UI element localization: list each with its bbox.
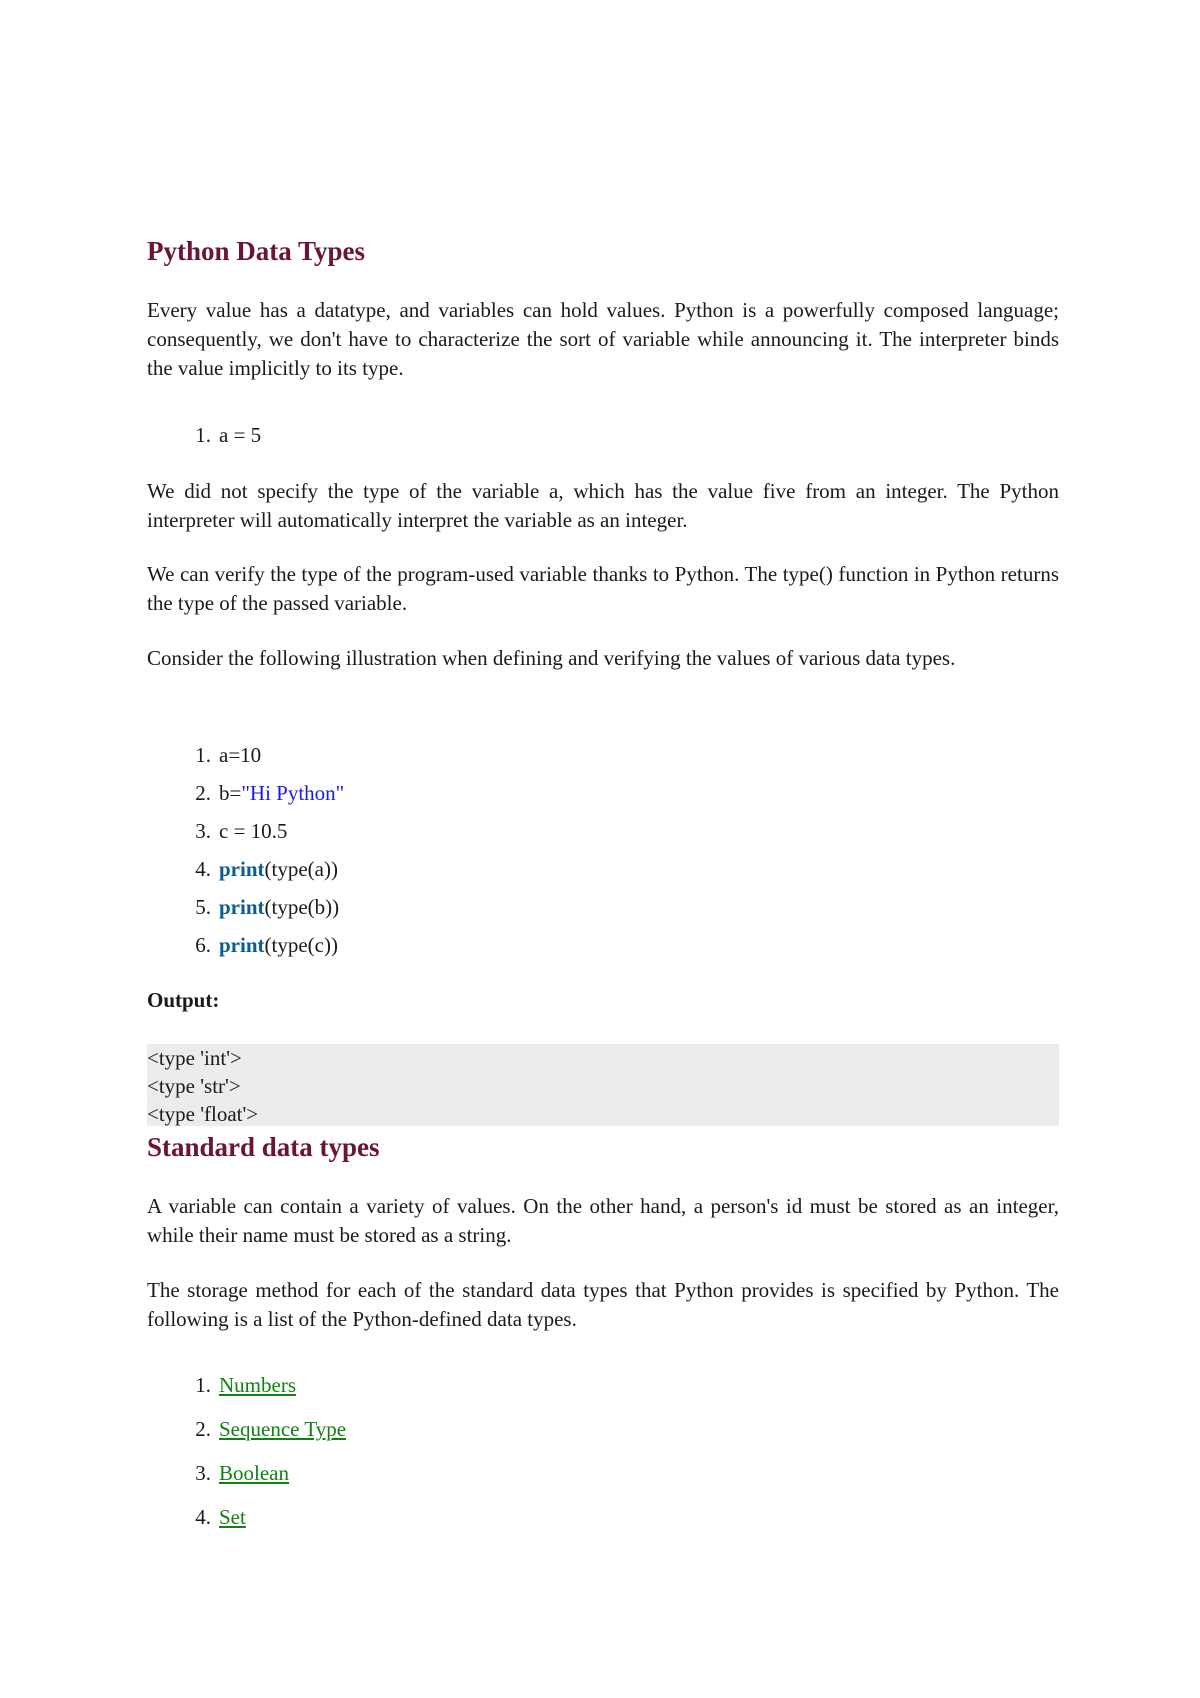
code-text	[219, 778, 344, 808]
line-number: 1.	[195, 423, 211, 447]
code-text: a = 5	[219, 423, 262, 447]
line-number: 3.	[195, 819, 211, 843]
code-args: (type(b))	[264, 895, 340, 919]
code-text	[219, 854, 338, 884]
code-keyword: print	[219, 857, 265, 881]
code-text: a=10	[219, 743, 262, 767]
output-line: <type 'float'>	[147, 1102, 259, 1126]
line-number: 2.	[195, 781, 211, 805]
code-text	[219, 930, 338, 960]
link-boolean[interactable]: Boolean	[219, 1461, 289, 1485]
section2-paragraph-1: A variable can contain a variety of values. On the other hand, a person's id must be stored as an integer, while their name must be stored as a string.	[147, 1194, 1059, 1247]
output-block	[147, 1044, 1059, 1126]
code-text: c = 10.5	[219, 819, 288, 843]
list-number: 3.	[195, 1461, 211, 1485]
section-title-standard-data-types: Standard data types	[147, 1132, 380, 1162]
code-keyword: print	[219, 895, 265, 919]
paragraph-after-example-1: We did not specify the type of the variable a, which has the value five from an integer. The Python interpreter will automatically interpret the variable as an integer.	[147, 479, 1059, 532]
output-line: <type 'str'>	[147, 1074, 241, 1098]
line-number: 4.	[195, 857, 211, 881]
line-number: 1.	[195, 743, 211, 767]
link-set[interactable]: Set	[219, 1505, 246, 1529]
link-sequence-type[interactable]: Sequence Type	[219, 1417, 347, 1441]
line-number: 5.	[195, 895, 211, 919]
list-number: 1.	[195, 1373, 211, 1397]
output-label: Output:	[147, 988, 220, 1012]
code-args: (type(c))	[264, 933, 338, 957]
line-number: 6.	[195, 933, 211, 957]
code-text	[219, 892, 339, 922]
code-assign: b=	[219, 781, 242, 805]
paragraph-verify-type: We can verify the type of the program-used variable thanks to Python. The type() function in Python returns the type of the passed variable.	[147, 562, 1059, 615]
list-number: 2.	[195, 1417, 211, 1441]
link-numbers[interactable]: Numbers	[219, 1373, 296, 1397]
code-string: "Hi Python"	[241, 781, 345, 805]
output-line: <type 'int'>	[147, 1046, 242, 1070]
intro-paragraph: Every value has a datatype, and variables can hold values. Python is a powerfully composed language; consequently, we don't have to characterize the sort of variable while announcing it. The interpreter binds the value implicitly to its type.	[147, 298, 1059, 380]
code-args: (type(a))	[264, 857, 338, 881]
section2-paragraph-2: The storage method for each of the standard data types that Python provides is specified by Python. The following is a list of the Python-defined data types.	[147, 1278, 1059, 1331]
page-title: Python Data Types	[147, 236, 366, 266]
paragraph-consider: Consider the following illustration when defining and verifying the values of various data types.	[147, 646, 956, 670]
code-keyword: print	[219, 933, 265, 957]
list-number: 4.	[195, 1505, 211, 1529]
